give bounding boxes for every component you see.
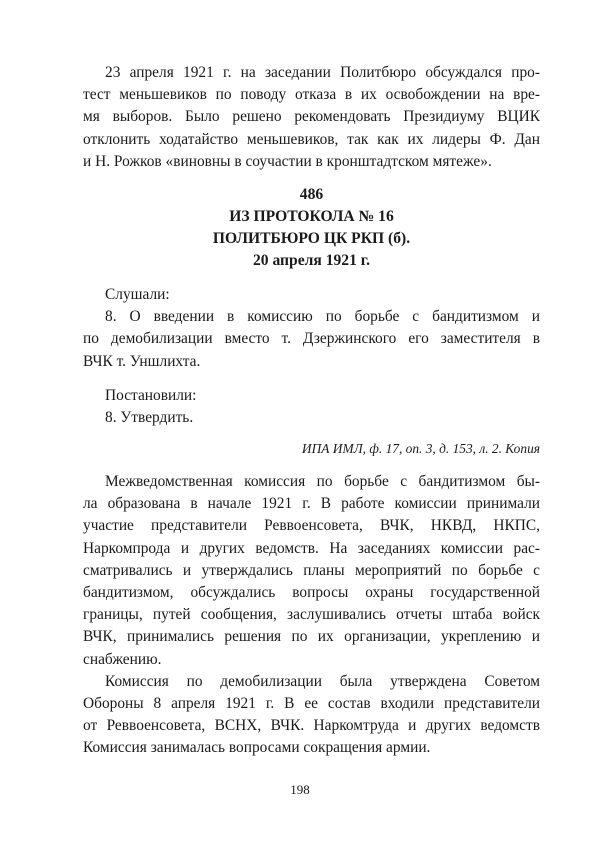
commentary-line: ВЧК, принимались решения по их организации, укреплению и: [83, 628, 540, 646]
intro-line: 23 апреля 1921 г. на заседании Политбюро обсуждался про-: [105, 64, 540, 81]
intro-line: и Н. Рожков «виновны в соучастии в кронштадтском мятеже».: [83, 152, 492, 170]
page-number: 198: [290, 782, 310, 797]
intro-paragraph: [83, 62, 540, 173]
heard-line: ВЧК т. Уншлихта.: [83, 352, 201, 370]
commentary-line: снабжению.: [83, 650, 162, 668]
heard-label: Слушали:: [105, 285, 170, 303]
commentary-paragraph-2: [83, 671, 540, 760]
commentary-line: Обороны 8 апреля 1921 г. В ее состав входили представители: [83, 694, 540, 712]
intro-line: отклонить ходатайство меньшевиков, так как их лидеры Ф. Дан: [83, 130, 540, 148]
commentary-line: сматривались и утверждались планы мероприятий по борьбе с: [83, 561, 540, 579]
document-title-line1: ИЗ ПРОТОКОЛА № 16: [229, 207, 394, 225]
commentary-paragraph-1: [83, 471, 540, 671]
commentary-line: участие представители Реввоенсовета, ВЧК, НКВД, НКПС,: [83, 517, 540, 535]
heard-section: [83, 284, 540, 373]
document-heading: [83, 184, 540, 272]
intro-line: мя выборов. Было решено рекомендовать Президиуму ВЦИК: [83, 108, 540, 126]
commentary-line: от Реввоенсовета, ВСНХ, ВЧК. Наркомтруда и других ведомств: [83, 717, 540, 735]
commentary-line: Наркомпрода и других ведомств. На заседаниях комиссии рас-: [83, 539, 540, 557]
archive-source: ИПА ИМЛ, ф. 17, оп. 3, д. 153, л. 2. Копия: [301, 441, 540, 457]
resolved-text: 8. Утвердить.: [105, 408, 194, 426]
resolved-section: [83, 385, 540, 429]
commentary-line: Комиссия занималась вопросами сокращения армии.: [83, 739, 431, 757]
resolved-label: Постановили:: [105, 386, 197, 404]
document-number: 486: [299, 185, 324, 203]
intro-line: тест меньшевиков по поводу отказа в их освобождении на вре-: [83, 86, 540, 104]
page-content: [83, 62, 540, 760]
document-date: 20 апреля 1921 г.: [252, 251, 371, 269]
document-title-line2: ПОЛИТБЮРО ЦК РКП (б).: [212, 229, 411, 247]
commentary-line: бандитизмом, обсуждались вопросы охраны государственной: [83, 584, 540, 601]
commentary-line: границы, путей сообщения, заслушивались отчеты штаба войск: [83, 606, 540, 624]
commentary-line: Межведомственная комиссия по борьбе с бандитизмом бы-: [105, 473, 540, 491]
commentary-line: Комиссия по демобилизации была утверждена Советом: [105, 672, 540, 690]
commentary-line: ла образована в начале 1921 г. В работе комиссии принимали: [83, 495, 540, 513]
heard-line: 8. О введении в комиссию по борьбе с бандитизмом и: [105, 308, 540, 326]
heard-line: по демобилизации вместо т. Дзержинского его заместителя в: [83, 330, 540, 348]
